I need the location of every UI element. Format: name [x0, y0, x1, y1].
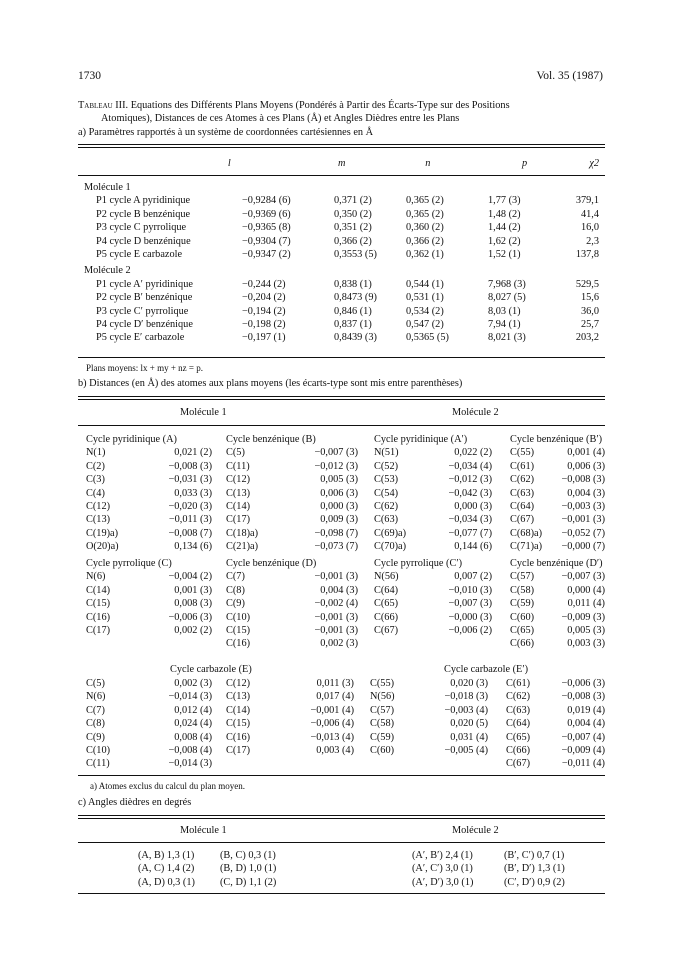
caption-text1: Equations des Différents Plans Moyens (Pondérés à Partir des Écarts-Type sur des Positions — [130, 100, 510, 111]
section-a-header — [78, 157, 605, 170]
rule — [78, 893, 605, 894]
cycle-header: Cycle benzénique (B) — [226, 434, 316, 445]
col-p: p — [522, 158, 528, 169]
table-row: (A, C) 1,4 (2) (B, D) 1,0 (1) — [138, 863, 277, 875]
table-caption-line2: Atomiques), Distances de ces Atomes à ces Plans (Å) et Angles Dièdres entre les Plans — [101, 113, 460, 124]
table-row: P3 cycle C′ pyrrolique −0,194 (2) 0,846 (1) 0,534 (2) 8,03 (1) 36,0 — [96, 305, 599, 317]
footnote-planes: Plans moyens: lx + my + nz = p. — [86, 363, 203, 373]
cycle-header: Cycle pyridinique (A) — [86, 434, 177, 445]
cycle-header: Cycle benzénique (D) — [226, 558, 317, 569]
molecule-1-heading-c: Molécule 1 — [180, 825, 227, 836]
table-row: C(4) 0,033 (3) C(13) 0,006 (3) C(54) −0,042 (3) C(63) 0,004 (3) — [86, 487, 605, 499]
table-row: C(8) 0,024 (4) C(15) −0,006 (4) C(58) 0,020 (5) C(64) 0,004 (4) — [86, 718, 605, 730]
table-row: C(16) −0,006 (3) C(10) −0,001 (3) C(66) −0,000 (3) C(60) −0,009 (3) — [86, 611, 605, 623]
table-row: (A, D) 0,3 (1) (C, D) 1,1 (2) — [138, 876, 277, 888]
table-row: (A′, D′) 3,0 (1) (C′, D′) 0,9 (2) — [412, 876, 565, 888]
distances-block-3 — [86, 677, 605, 771]
group-title: Molécule 1 — [84, 182, 131, 193]
section-c-title: c) Angles dièdres en degrés — [78, 797, 192, 808]
rule — [78, 842, 605, 843]
table-row: C(13) −0,011 (3) C(17) 0,009 (3) C(63) −0,034 (3) C(67) −0,001 (3) — [86, 514, 605, 526]
table-row: C(5) 0,002 (3) C(12) 0,011 (3) C(55) 0,020 (3) C(61) −0,006 (3) — [86, 678, 605, 689]
rule — [78, 396, 605, 397]
cycle-header: Cycle benzénique (B′) — [510, 434, 603, 445]
table-row: C(12) −0,020 (3) C(14) 0,000 (3) C(62) 0,000 (3) C(64) −0,003 (3) — [86, 501, 605, 513]
table-row: C(15) 0,008 (3) C(9) −0,002 (4) C(65) −0,007 (3) C(59) 0,011 (4) — [86, 598, 605, 610]
table-row: P4 cycle D′ benzénique −0,198 (2) 0,837 (1) 0,547 (2) 7,94 (1) 25,7 — [96, 319, 599, 331]
table-row: P3 cycle C pyrrolique −0,9365 (8) 0,351 (2) 0,360 (2) 1,44 (2) 16,0 — [96, 222, 599, 234]
table-row: P1 cycle A pyridinique −0,9284 (6) 0,371 (2) 0,365 (2) 1,77 (3) 379,1 — [96, 195, 599, 207]
cycle-header: Cycle pyrrolique (C) — [86, 558, 172, 569]
cycle-header-e: Cycle carbazole (E) — [170, 664, 252, 675]
rule — [78, 175, 605, 176]
section-a-table — [78, 181, 605, 345]
cycle-header-e-prime: Cycle carbazole (E′) — [444, 664, 529, 675]
table-row: (A, B) 1,3 (1) (B, C) 0,3 (1) — [138, 850, 276, 861]
dihedral-table-1 — [138, 849, 276, 889]
table-caption-line1 — [78, 99, 510, 112]
table-row: P1 cycle A′ pyridinique −0,244 (2) 0,838 (1) 0,544 (1) 7,968 (3) 529,5 — [96, 278, 599, 290]
cycle-header: Cycle pyrrolique (C′) — [374, 558, 463, 569]
section-b-title: b) Distances (en Å) des atomes aux plans moyens (les écarts-type sont mis entre parenthèses) — [78, 378, 463, 389]
table-row: C(10) −0,008 (4) C(17) 0,003 (4) C(60) −0,005 (4) C(66) −0,009 (4) — [86, 745, 605, 757]
molecule-2-heading: Molécule 2 — [452, 407, 499, 418]
table-row: C(9) 0,008 (4) C(16) −0,013 (4) C(59) 0,031 (4) C(65) −0,007 (4) — [86, 731, 605, 743]
molecule-1-heading: Molécule 1 — [180, 407, 227, 418]
rule — [78, 818, 605, 819]
footnote-excluded: a) Atomes exclus du calcul du plan moyen. — [90, 781, 245, 791]
group-title: Molécule 2 — [84, 265, 131, 277]
table-row: C(14) 0,001 (3) C(8) 0,004 (3) C(64) −0,010 (3) C(58) 0,000 (4) — [86, 584, 605, 596]
distances-block-1 — [86, 433, 605, 554]
table-row: C(16) 0,002 (3) C(66) 0,003 (3) — [226, 638, 605, 650]
rule — [78, 357, 605, 358]
dihedral-table-2 — [412, 849, 565, 889]
table-row: P2 cycle B′ benzénique −0,204 (2) 0,8473 (9) 0,531 (1) 8,027 (5) 15,6 — [96, 292, 599, 304]
col-chi2: χ2 — [589, 158, 599, 169]
section-a-title: a) Paramètres rapportés à un système de coordonnées cartésiennes en Å — [78, 127, 374, 138]
table-label: Tableau III. — [78, 100, 129, 111]
table-row: C(17) 0,002 (2) C(15) −0,001 (3) C(67) −0,006 (2) C(65) 0,005 (3) — [86, 625, 605, 637]
table-row: (A′, C′) 3,0 (1) (B′, D′) 1,3 (1) — [412, 863, 565, 875]
table-row: C(11) −0,014 (3) C(67) −0,011 (4) — [86, 758, 605, 770]
table-row: O(20)a) 0,134 (6) C(21)a) −0,073 (7) C(70)a) 0,144 (6) C(71)a) −0,000 (7) — [86, 541, 605, 553]
table-row: P4 cycle D benzénique −0,9304 (7) 0,366 (2) 0,366 (2) 1,62 (2) 2,3 — [96, 235, 599, 247]
table-row: P5 cycle E′ carbazole −0,197 (1) 0,8439 (3) 0,5365 (5) 8,021 (3) 203,2 — [96, 332, 599, 344]
rule — [78, 144, 605, 145]
distances-block-2 — [86, 557, 605, 651]
rule — [78, 425, 605, 426]
rule — [78, 399, 605, 400]
cycle-header: Cycle pyridinique (A′) — [374, 434, 468, 445]
table-row: (A′, B′) 2,4 (1) (B′, C′) 0,7 (1) — [412, 850, 565, 861]
page-number: 1730 — [78, 70, 101, 82]
rule — [78, 815, 605, 816]
table-row: N(6) −0,014 (3) C(13) 0,017 (4) N(56) −0,018 (3) C(62) −0,008 (3) — [86, 691, 605, 703]
table-row: C(7) 0,012 (4) C(14) −0,001 (4) C(57) −0,003 (4) C(63) 0,019 (4) — [86, 704, 605, 716]
volume-label: Vol. 35 (1987) — [536, 70, 603, 82]
rule — [78, 775, 605, 776]
table-row: C(3) −0,031 (3) C(12) 0,005 (3) C(53) −0,012 (3) C(62) −0,008 (3) — [86, 474, 605, 486]
cycle-header: Cycle benzénique (D′) — [510, 558, 603, 569]
molecule-2-heading-c: Molécule 2 — [452, 825, 499, 836]
table-row: P2 cycle B benzénique −0,9369 (6) 0,350 (2) 0,365 (2) 1,48 (2) 41,4 — [96, 208, 599, 220]
table-row: N(1) 0,021 (2) C(5) −0,007 (3) N(51) 0,022 (2) C(55) 0,001 (4) — [86, 447, 605, 459]
rule — [78, 147, 605, 148]
table-row: C(2) −0,008 (3) C(11) −0,012 (3) C(52) −0,034 (4) C(61) 0,006 (3) — [86, 460, 605, 472]
col-n: n — [425, 158, 431, 169]
col-l: l — [227, 158, 231, 169]
table-row: P5 cycle E carbazole −0,9347 (2) 0,3553 (5) 0,362 (1) 1,52 (1) 137,8 — [96, 249, 599, 261]
col-m: m — [338, 158, 346, 169]
table-row: C(19)a) −0,008 (7) C(18)a) −0,098 (7) C(69)a) −0,077 (7) C(68)a) −0,052 (7) — [86, 527, 605, 539]
table-row: N(6) −0,004 (2) C(7) −0,001 (3) N(56) 0,007 (2) C(57) −0,007 (3) — [86, 571, 605, 583]
